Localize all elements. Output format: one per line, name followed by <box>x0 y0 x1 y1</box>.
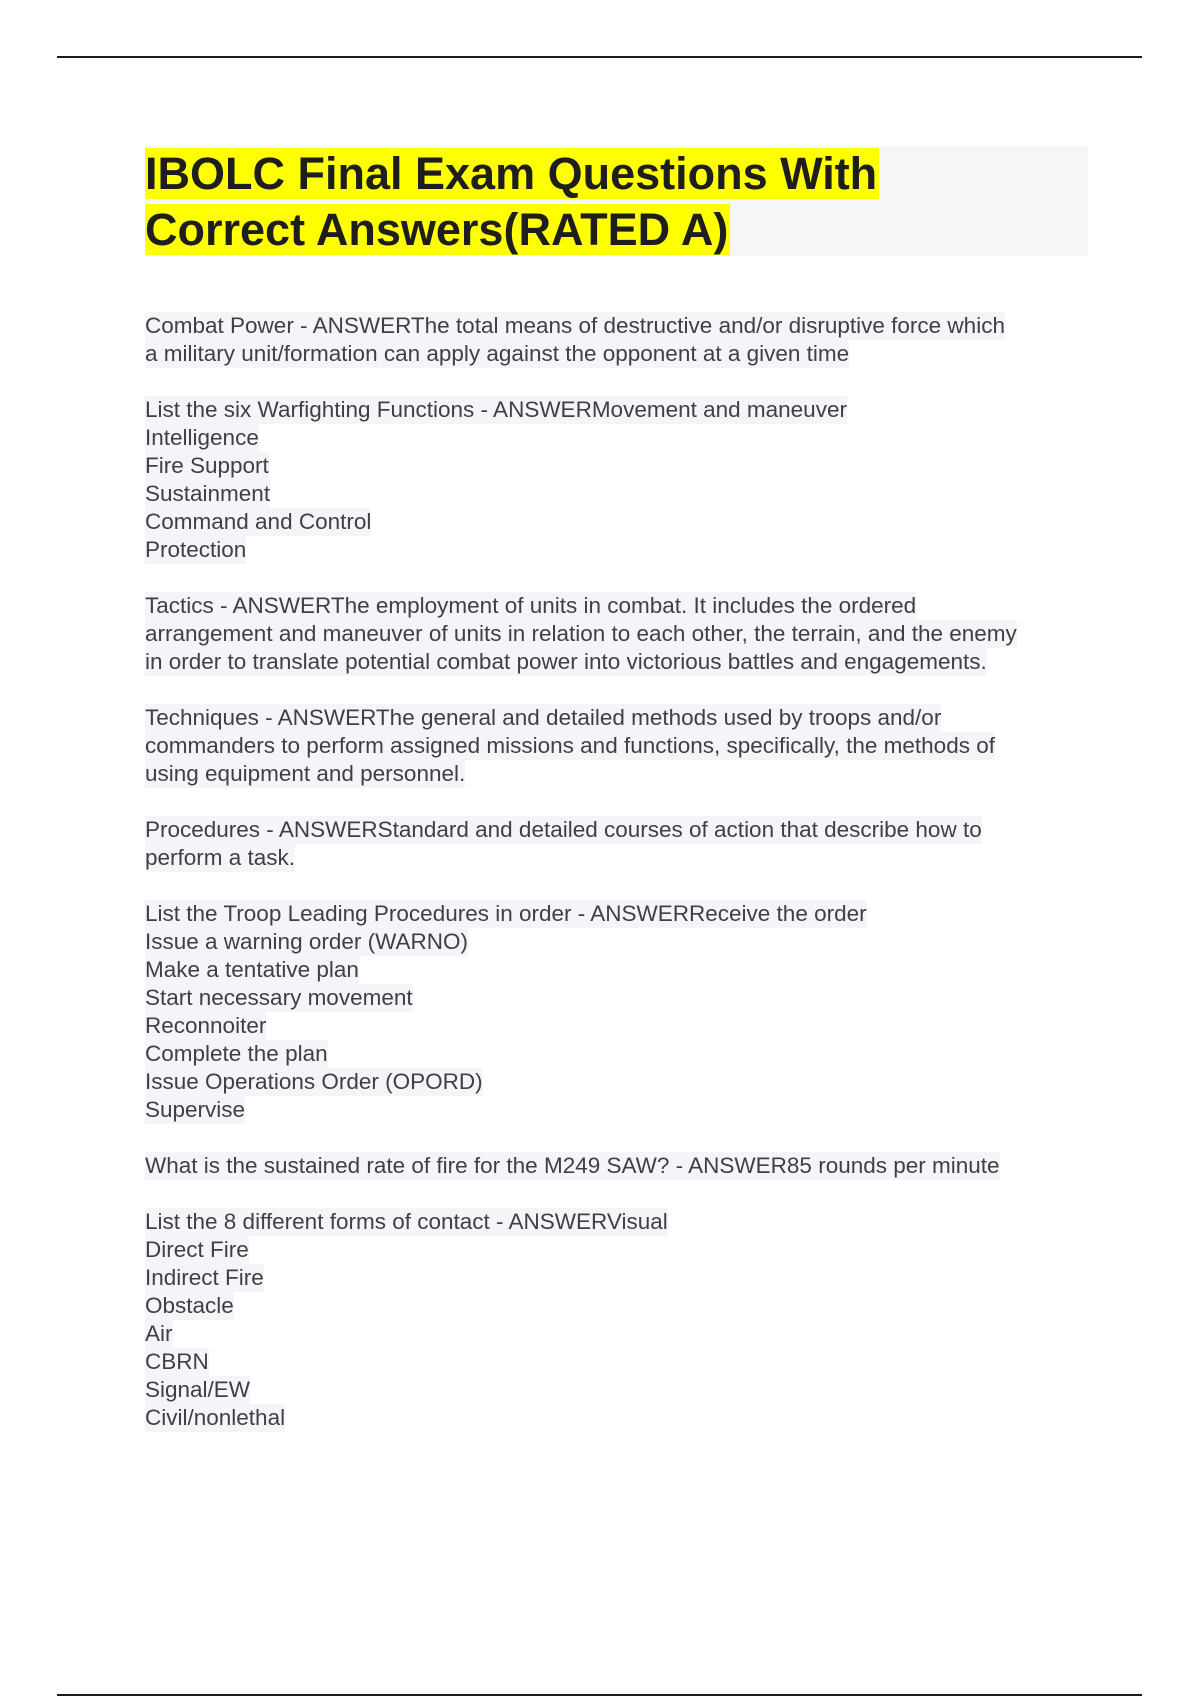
bottom-rule <box>57 1694 1142 1696</box>
entry-line: Signal/EW <box>145 1377 251 1402</box>
entry-line: Start necessary movement <box>145 985 413 1010</box>
qa-entry-m249-rate-of-fire <box>145 1152 1095 1180</box>
entry-line: Procedures - ANSWERStandard and detailed courses of action that describe how to <box>145 817 982 842</box>
entry-line: Indirect Fire <box>145 1265 264 1290</box>
qa-entry-troop-leading-procedures <box>145 900 1095 1124</box>
entry-line: List the 8 different forms of contact - ANSWERVisual <box>145 1209 668 1234</box>
entry-line: CBRN <box>145 1349 209 1374</box>
entry-line: List the Troop Leading Procedures in order - ANSWERReceive the order <box>145 901 867 926</box>
page-title <box>145 146 1088 258</box>
entry-line: Direct Fire <box>145 1237 249 1262</box>
entry-line: List the six Warfighting Functions - ANSWERMovement and maneuver <box>145 397 847 422</box>
entry-line: Tactics - ANSWERThe employment of units in combat. It includes the ordered <box>145 593 917 618</box>
qa-list <box>145 312 1095 1460</box>
entry-line: Issue Operations Order (OPORD) <box>145 1069 483 1094</box>
entry-line: using equipment and personnel. <box>145 761 466 786</box>
entry-line: in order to translate potential combat power into victorious battles and engagements. <box>145 649 987 674</box>
entry-line: Air <box>145 1321 173 1346</box>
entry-line: Techniques - ANSWERThe general and detailed methods used by troops and/or <box>145 705 942 730</box>
top-rule <box>57 56 1142 58</box>
entry-line: Command and Control <box>145 509 372 534</box>
entry-line: perform a task. <box>145 845 296 870</box>
entry-line: Issue a warning order (WARNO) <box>145 929 469 954</box>
entry-line: Civil/nonlethal <box>145 1405 286 1430</box>
entry-line: commanders to perform assigned missions and functions, specifically, the methods of <box>145 733 995 758</box>
entry-line: Supervise <box>145 1097 246 1122</box>
entry-line: arrangement and maneuver of units in relation to each other, the terrain, and the enemy <box>145 621 1017 646</box>
entry-line: Make a tentative plan <box>145 957 359 982</box>
entry-line: Combat Power - ANSWERThe total means of destructive and/or disruptive force which <box>145 313 1005 338</box>
entry-line: Obstacle <box>145 1293 234 1318</box>
qa-entry-combat-power <box>145 312 1095 368</box>
entry-line: Intelligence <box>145 425 259 450</box>
entry-line: Protection <box>145 537 247 562</box>
entry-line: Sustainment <box>145 481 271 506</box>
title-line-2: Correct Answers(RATED A) <box>145 204 729 255</box>
qa-entry-warfighting-functions <box>145 396 1095 564</box>
qa-entry-tactics <box>145 592 1095 676</box>
entry-line: Complete the plan <box>145 1041 328 1066</box>
qa-entry-forms-of-contact <box>145 1208 1095 1432</box>
entry-line: What is the sustained rate of fire for the M249 SAW? - ANSWER85 rounds per minute <box>145 1153 1000 1178</box>
qa-entry-techniques <box>145 704 1095 788</box>
entry-line: Reconnoiter <box>145 1013 267 1038</box>
title-block <box>145 146 1088 256</box>
qa-entry-procedures <box>145 816 1095 872</box>
entry-line: a military unit/formation can apply against the opponent at a given time <box>145 341 850 366</box>
title-line-1: IBOLC Final Exam Questions With <box>145 148 878 199</box>
entry-line: Fire Support <box>145 453 269 478</box>
